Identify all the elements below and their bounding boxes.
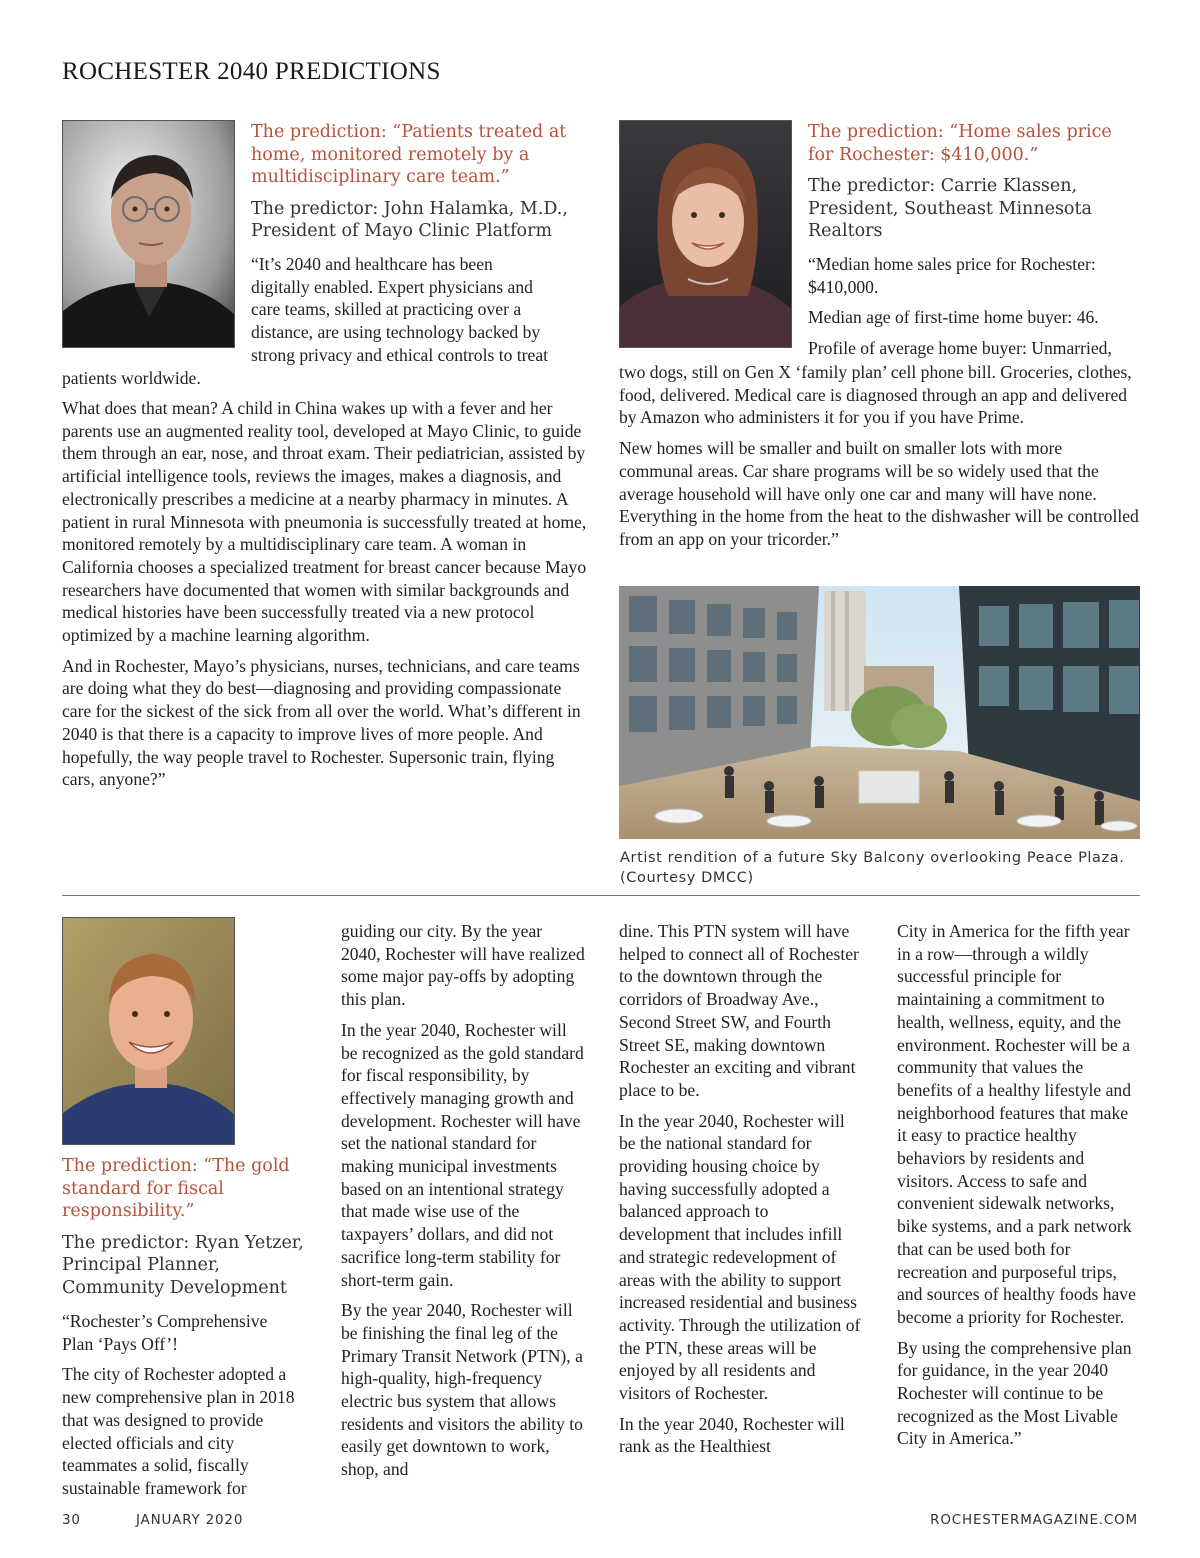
klassen-header xyxy=(808,121,1138,243)
klassen-intro-paragraph: “Median home sales price for Rochester: $410,000. xyxy=(808,254,1096,297)
halamka-portrait-photo xyxy=(62,120,235,348)
klassen-intro xyxy=(808,253,1138,360)
klassen-intro-paragraph: Median age of first-time home buyer: 46. xyxy=(808,307,1099,328)
halamka-intro-tail: patients worldwide. xyxy=(62,368,201,388)
yetzer-paragraph: In the year 2040, Rochester will be recognized as the gold standard for fiscal responsibility, by effectively managing growth and development. Rochester will have set the national standard for making municipal investments based on an intentional strategy that made wise use of the taxpayers’ dollars, and did not sacrifice long-term stability for short-term gain. xyxy=(341,1019,584,1290)
yetzer-paragraph: In the year 2040, Rochester will rank as the Healthiest xyxy=(619,1413,845,1457)
klassen-portrait-photo xyxy=(619,120,792,348)
yetzer-column-3 xyxy=(619,920,863,1466)
yetzer-prediction: The prediction: “The gold standard for fiscal responsibility.” xyxy=(62,1156,290,1221)
yetzer-column-4 xyxy=(897,920,1141,1458)
halamka-header xyxy=(251,121,586,243)
yetzer-paragraph: “Rochester’s Comprehensive Plan ‘Pays Off’! xyxy=(62,1311,268,1354)
halamka-paragraph: And in Rochester, Mayo’s physicians, nurses, technicians, and care teams are doing what they do best—diagnosing and providing compassionate care for the sickest of the sick from all over the world. What’s different in 2040 is that there is a capacity to improve lives of more people. And hopefully, the way people travel to Rochester. Supersonic train, flying cars, anyone?” xyxy=(62,655,581,790)
yetzer-paragraph: In the year 2040, Rochester will be the national standard for providing housing choice by having successfully adopted a balanced approach to development that includes infill and strategic redevelopment of areas with the ability to support increased residential and business activity. Through the utilization of the PTN, these areas will be enjoyed by all residents and visitors of Rochester. xyxy=(619,1110,861,1404)
klassen-paragraph: New homes will be smaller and built on smaller lots with more communal areas. Car share programs will be so widely used that the average household will have only one car and many will have none. Everything in the home from the heat to the dishwasher will be controlled from an app on your tricorder.” xyxy=(619,438,1139,549)
yetzer-portrait-photo xyxy=(62,917,235,1145)
klassen-paragraph: two dogs, still on Gen X ‘family plan’ cell phone bill. Groceries, clothes, food, delivered. Medical care is diagnosed through an app and delivered by Amazon who administers it for you if you have Prime. xyxy=(619,362,1132,428)
yetzer-column-2 xyxy=(341,920,585,1489)
klassen-body xyxy=(619,361,1140,559)
yetzer-paragraph: City in America for the fifth year in a row—through a wildly successful principle for maintaining a commitment to health, wellness, equity, and the environment. Rochester will be a community that values the benefits of a healthy lifestyle and neighborhood features that make it easy to practice healthy behaviors by residents and visitors. Access to safe and convenient sidewalk networks, bike systems, and a park network that can be used both for recreation and purposeful trips, and sources of healthy foods have become a priority for Rochester. xyxy=(897,921,1136,1327)
halamka-intro-line: digitally enabled. Expert physicians and xyxy=(251,276,533,297)
yetzer-paragraph: The city of Rochester adopted a new comprehensive plan in 2018 that was designed to provide elected officials and city teammates a solid, fiscally sustainable framework for xyxy=(62,1364,295,1498)
halamka-body xyxy=(62,397,589,799)
yetzer-column-1 xyxy=(62,1310,298,1508)
section-divider xyxy=(62,895,1140,896)
yetzer-paragraph: dine. This PTN system will have helped to connect all of Rochester to the downtown through the corridors of Broadway Ave., Second Street SW, and Fourth Street SE, making downtown Rochester an exciting and vibrant place to be. xyxy=(619,921,859,1100)
halamka-prediction: The prediction: “Patients treated at home, monitored remotely by a multidisciplinary care team.” xyxy=(251,122,567,187)
yetzer-paragraph: guiding our city. By the year 2040, Rochester will have realized some major pay-offs by adopting this plan. xyxy=(341,921,585,1010)
halamka-intro-line: distance, are using technology backed by xyxy=(251,322,541,343)
halamka-intro-line: strong privacy and ethical controls to treat xyxy=(251,344,549,365)
footer-page-number: 30 xyxy=(62,1512,81,1528)
sky-balcony-caption: Artist rendition of a future Sky Balcony overlooking Peace Plaza. (Courtesy DMCC) xyxy=(620,850,1125,886)
klassen-predictor: The predictor: Carrie Klassen, President, Southeast Minnesota Realtors xyxy=(808,176,1092,241)
page-title: ROCHESTER 2040 PREDICTIONS xyxy=(62,58,441,85)
yetzer-paragraph: By the year 2040, Rochester will be finishing the final leg of the Primary Transit Network (PTN), a high-quality, high-frequency electric bus system that allows residents and visitors the ability to easily get downtown to work, shop, and xyxy=(341,1300,583,1480)
halamka-intro xyxy=(251,253,591,367)
halamka-paragraph: What does that mean? A child in China wakes up with a fever and her parents use an augmented reality tool, developed at Mayo Clinic, to guide them through an ear, nose, and throat exam. Their pediatrician, assisted by artificial intelligence tools, reviews the images, makes a diagnosis, and electronically prescribes a medicine at a nearby pharmacy in minutes. A patient in rural Minnesota with pneumonia is successfully treated at home, monitored remotely by a multidisciplinary care team. A woman in California chooses a specialized treatment for breast cancer because Mayo researchers have documented that women with similar backgrounds and medical histories have been successfully treated via a new protocol optimized by a machine learning algorithm. xyxy=(62,398,587,646)
halamka-intro-line: care teams, skilled at practicing over a xyxy=(251,299,522,320)
klassen-prediction: The prediction: “Home sales price for Rochester: $410,000.” xyxy=(808,122,1112,165)
halamka-intro-line: “It’s 2040 and healthcare has been xyxy=(251,254,493,274)
klassen-intro-paragraph: Profile of average home buyer: Unmarried, xyxy=(808,338,1112,359)
footer-website: ROCHESTERMAGAZINE.COM xyxy=(930,1512,1138,1528)
yetzer-paragraph: By using the comprehensive plan for guidance, in the year 2040 Rochester will continue to be recognized as the Most Livable City in America.” xyxy=(897,1337,1132,1449)
yetzer-predictor: The predictor: Ryan Yetzer, Principal Planner, Community Development xyxy=(62,1232,304,1298)
footer-issue-date: JANUARY 2020 xyxy=(136,1512,244,1528)
sky-balcony-rendering-photo xyxy=(619,586,1140,839)
halamka-predictor: The predictor: John Halamka, M.D., President of Mayo Clinic Platform xyxy=(251,198,568,241)
yetzer-header xyxy=(62,1155,307,1299)
